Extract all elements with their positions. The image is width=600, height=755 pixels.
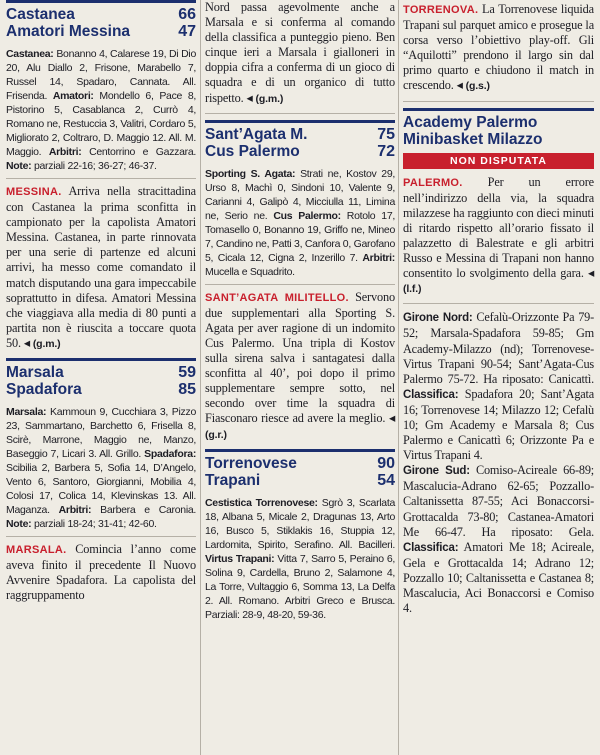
story-body: Servono due supplementari alla Sporting S. Agata per aver ragione di un indomito Cus Palermo. Una tripla di Kostov sulla sirena salva i santagatesi dalla sconfitta al 40’, poi dopo il primo supplementare sempre sotto, nel secondo over time la squadra di Fiasconaro riesce ad avere la meglio. <box>205 289 395 426</box>
triangle-left-icon: ◂ <box>246 90 253 105</box>
story-signature: (g.s.) <box>465 80 490 93</box>
group-label: Girone Sud: <box>403 465 470 478</box>
column-divider <box>200 0 201 755</box>
column-3 <box>403 0 594 755</box>
notes-label: Note: <box>6 518 32 531</box>
notes-text: parziali 18-24; 31-41; 42-60. <box>33 518 157 531</box>
team-label: Spadafora: <box>144 448 197 461</box>
team-label: Amatori: <box>52 90 94 102</box>
referees-label: Arbitri: <box>58 504 92 517</box>
team-label: Sporting S. Agata: <box>205 167 296 180</box>
team-home: Castanea <box>6 6 75 23</box>
score-away: 85 <box>178 381 196 399</box>
boxscore-santagata-cus <box>205 163 395 285</box>
triangle-left-icon: ◂ <box>388 411 395 426</box>
scoreboard-academy-milazzo <box>403 108 594 151</box>
scoreboard-santagata-cus <box>205 120 395 163</box>
referees-label: Arbitri: <box>362 251 395 264</box>
group-results: Comiso-Acireale 66-89; Mascalucia-Adrano 62-65; Pozzallo-Caltanissetta 87-55; Aci Bonaccorsi-Grottacalda 73-80; Castanea-Amatori Me 66-47. Ha riposato: Gela. <box>403 463 595 539</box>
boxscore-marsala-spadafora <box>6 401 196 537</box>
standings-label: Classifica: <box>403 388 459 401</box>
notes-text: parziali 22-16; 36-27; 46-37. <box>33 160 157 172</box>
standings-text: Amatori Me 18; Acireale, Gela e Grottacalda 14; Adrano 12; Pozzallo 10; Caltanissetta e Castanea 8; Mascalucia, Aci Bonaccorsi e Comiso 4. <box>403 539 595 616</box>
story-kicker: MARSALA. <box>6 544 67 557</box>
column-divider <box>398 0 399 755</box>
lineup-text: Bonanno 4, Calarese 19, Di Dio 20, Alu Diallo 2, Frisone, Marabello 7, Russel 14, Spadaro, Cannata. All. Frisenda. <box>6 48 196 102</box>
team-away: Minibasket Milazzo <box>403 130 543 148</box>
referees-text: Centorrino e Gazzara. <box>89 146 196 158</box>
team-label: Castanea: <box>6 48 54 60</box>
column-1 <box>6 0 196 755</box>
score-away: 54 <box>377 471 395 489</box>
lineup-text: Scibilia 2, Barbera 5, Sofia 14, D’Angelo, Vento 6, Santoro, Giorgianni, Mobilia 4, Colosi 17, Colica 14, Klevinskas 13. All. Maganza. <box>6 462 196 517</box>
lineup-text: Rotolo 17, Tomasello 0, Bonanno 19, Griffo ne, Mineo 7, Candino ne, Patti 3, Canfora 0, Garofano 5, Cicala 12, Cigna 2, Inzerillo 7. <box>205 209 396 264</box>
team-label: Virtus Trapani: <box>205 552 275 565</box>
team-home: Marsala <box>6 364 64 382</box>
story-kicker: PALERMO. <box>403 176 463 189</box>
story-body: Arriva nella stracittadina con Castanea la prima sconfitta in campionato per la capolista Amatori Messina. Castanea, in parte rinnovata per una serie di partenze ed alcuni arrivi, ha messo come comandato il match disputando una gara impeccabile soprattutto in difesa. Amatori Messina che viaggiava alla media di 80 punti a partita non è riuscita a toccare quota 50. <box>6 184 196 350</box>
group-results: Cefalù-Orizzonte Pa 79-52; Marsala-Spadafora 59-85; Gm Academy-Milazzo (nd); Torrenovese-Virtus Trapani 90-54; Sant’Agata-Cus Palermo 75-72. Ha riposato: Canicattì. <box>403 310 595 386</box>
scoreboard-torrenovese-trapani <box>205 449 395 492</box>
triangle-left-icon: ◂ <box>587 266 594 281</box>
story-body: Nord passa agevolmente anche a Marsala e si conferma al comando della classifica a punteggio pieno. Ben cinque ieri a Marsala i gialloneri in doppia cifra a conferma di un gioco di squadra e di un organico di tutto rispetto. <box>205 0 395 105</box>
team-home: Academy Palermo <box>403 113 538 131</box>
scoreboard-castanea-amatori <box>6 0 196 43</box>
story-santagata <box>205 285 395 449</box>
story-messina <box>6 179 196 358</box>
story-kicker: SANT’AGATA MILITELLO. <box>205 291 349 304</box>
story-torrenova <box>403 0 594 102</box>
team-label: Cestistica Torrenovese: <box>205 496 318 509</box>
score-home: 66 <box>178 6 196 23</box>
boxscore-castanea-amatori <box>6 43 196 179</box>
lineup-text: Strati ne, Kostov 29, Urso 8, Machì 0, Sindoni 10, Valente 9, Carianni 4, Galipò 4, Micciulla 11, Limina ne, Serio ne. <box>205 167 395 222</box>
team-home: Torrenovese <box>205 454 297 472</box>
lineup-text: Mondello 6, Pace 8, Pistorino 5, Casablanca 2, Currò 4, Romano ne, Restuccia 3, Valitri, Cordaro 5, Migliorato 2, Coltraro, D. Maggio 12. All. M. Maggio. <box>6 90 196 158</box>
story-body: La Torrenovese liquida Trapani sul parquet amico e prosegue la corsa verso l’obiettivo play-off. Gli “Aquilotti” prendono il largo sin dal primo quarto e chiudono il match in crescendo. <box>403 2 594 93</box>
group-label: Girone Nord: <box>403 312 473 325</box>
score-home: 75 <box>377 125 395 143</box>
lineup-text: Vitta 7, Sarro 5, Peraino 6, Solina 9, Cardella, Bruno 2, Salamone 4, La Torre, Vultaggio 6, Somma 13, La Delfa 2. All. Romano. Arbitri Greco e Brusca. Parziali: 28-9, 48-20, 59-36. <box>205 552 395 621</box>
results-standings <box>403 303 594 622</box>
story-kicker: TORRENOVA. <box>403 4 479 16</box>
standings-label: Classifica: <box>403 541 459 554</box>
team-label: Cus Palermo: <box>273 209 341 222</box>
team-away: Spadafora <box>6 381 82 399</box>
referees-text: Barbera e Caronia. <box>100 504 197 517</box>
referees-text: Mucella e Squadrito. <box>205 265 295 278</box>
scoreboard-marsala-spadafora <box>6 358 196 401</box>
team-away: Trapani <box>205 471 261 489</box>
story-marsala <box>6 537 196 609</box>
team-away: Cus Palermo <box>205 142 300 160</box>
column-2 <box>205 0 395 755</box>
score-home: 90 <box>377 454 395 472</box>
lineup-text: Kammoun 9, Cucchiara 3, Pizzo 23, Sammartano, Barchetto 6, Frisella 8, Scirè, Marrone, Maggio ne, Manzo, Baseggio 7, Licari 3. All. Grillo. <box>6 406 196 461</box>
story-signature: (g.m.) <box>255 92 284 105</box>
status-badge: NON DISPUTATA <box>403 153 594 169</box>
notes-label: Note: <box>6 160 32 172</box>
score-home: 59 <box>178 364 196 382</box>
team-away: Amatori Messina <box>6 23 131 40</box>
triangle-left-icon: ◂ <box>23 335 30 350</box>
story-signature: (l.f.) <box>403 283 422 296</box>
boxscore-torrenovese-trapani <box>205 492 395 627</box>
referees-label: Arbitri: <box>48 146 82 158</box>
team-home: Sant’Agata M. <box>205 125 308 143</box>
story-body: Comincia l’anno come aveva finito il precedente Il Nuovo Avvenire Spadafora. La capolista del raggruppamento <box>6 542 196 603</box>
story-signature: (g.r.) <box>205 428 227 441</box>
story-marsala-continued <box>205 0 395 114</box>
score-away: 47 <box>178 23 196 40</box>
triangle-left-icon: ◂ <box>456 78 463 93</box>
story-body: Per un errore nell’indirizzo della via, la squadra milazzese ha raggiunto con dieci minuti di ritardo rispetto all’orario fissato il palazzetto di Balestrate e gli arbitri Russo e Messina di Trapani non hanno consentito lo svolgimento della gara. <box>403 174 594 281</box>
story-palermo <box>403 175 594 304</box>
lineup-text: Sgrò 3, Scarlata 18, Albana 5, Micale 2, Dragunas 13, Arto 16, Busco 5, Stiklakis 16, Stuppia 12, Lardomita, Spirito, Serafino. All. Bacilleri. <box>205 496 395 551</box>
story-signature: (g.m.) <box>32 337 61 350</box>
team-label: Marsala: <box>6 406 47 419</box>
standings-text: Spadafora 20; Sant’Agata 16; Torrenovese 14; Milazzo 12; Cefalù 10; Gm Academy e Marsala 8; Cus Palermo e Canicattì 6; Orizzonte Pa e Virtus Trapani 4. <box>403 386 595 463</box>
score-away: 72 <box>377 142 395 160</box>
story-kicker: MESSINA. <box>6 186 62 198</box>
